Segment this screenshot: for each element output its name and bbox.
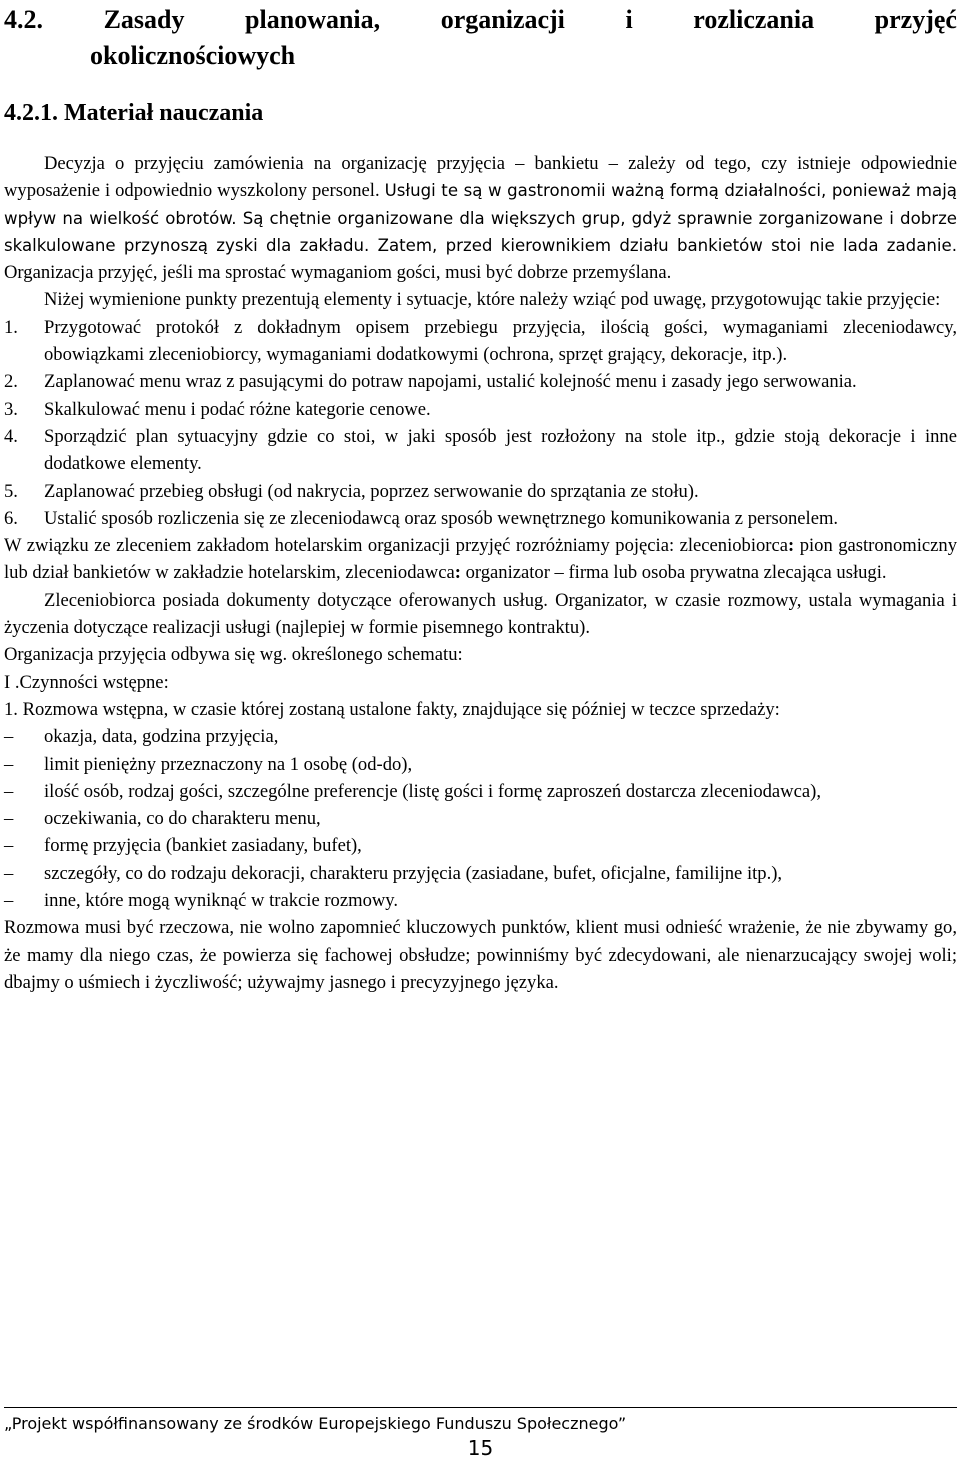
list-text: Przygotować protokół z dokładnym opisem przebiegu przyjęcia, ilością gości, wymaganiami zleceniodawcy, obowiązkami zleceniobiorcy, wymaganiami dodatkowymi (ochrona, sprzęt grający, dekoracje, itp.). (44, 316, 957, 366)
list-number: 2. (4, 371, 18, 393)
paragraph-contractor: Zleceniobiorca posiada dokumenty dotyczące oferowanych usług. Organizator, w czasie rozmowy, ustala wymagania i życzenia dotyczące realizacji usługi (najlepiej w formie pisemnego kontraktu). (4, 589, 957, 639)
list-number: 5. (4, 480, 18, 502)
dash-item-text: inne, które mogą wyniknąć w trakcie rozmowy. (44, 890, 399, 912)
page-number: 15 (467, 1436, 494, 1460)
dash-marker: – (4, 890, 14, 912)
intro-text: Decyzja o przyjęciu zamówienia na organizację przyjęcia – bankietu – zależy od tego, czy istnieje odpowiednie wyposażenie i odpowiednio wyszkolony personel. (4, 153, 957, 202)
list-item (4, 314, 957, 369)
definitions-text: W związku ze zleceniem zakładom hotelarskim organizacji przyjęć rozróżniamy pojęcia: zleceniobiorca (4, 535, 789, 557)
paragraph-preliminary: I .Czynności wstępne: (4, 671, 169, 693)
paragraph-conversation-rules: Rozmowa musi być rzeczowa, nie wolno zapomnieć kluczowych punktów, klient musi odnieść wrażenie, że nie zbywamy go, że mamy dla niego czas, że powierza się fachowej obsłudze; powinniśmy być zdecydowani, ale nienarzucający swojej woli; dbajmy o uśmiech i życzliwość; używajmy jasnego i precyzyjnego języka. (4, 917, 957, 993)
heading-word: planowania, (245, 5, 381, 34)
document-body (4, 150, 957, 996)
definitions-text: pion gastronomiczny lub dział bankietów w zakładzie hotelarskim, zleceniodawca (4, 535, 957, 584)
list-text: Ustalić sposób rozliczenia się ze zleceniodawcą oraz sposób wewnętrznego komunikowania z personelem. (44, 507, 839, 529)
dash-marker: – (4, 780, 14, 802)
intro-end-text: Organizacja przyjęć, jeśli ma sprostać wymaganiom gości, musi być dobrze przemyślana. (4, 262, 672, 284)
numbered-list (4, 314, 957, 532)
heading-word: przyjęć (874, 5, 957, 34)
section-heading-line2: okolicznościowych (90, 41, 296, 70)
list-text: Zaplanować menu wraz z pasującymi do potraw napojami, ustalić kolejność menu i zasady jego serwowania. (44, 371, 857, 393)
list-text: Zaplanować przebieg obsługi (od nakrycia, poprzez serwowanie do sprzątania ze stołu). (44, 480, 699, 502)
dash-list-item (4, 860, 957, 887)
dash-marker: – (4, 835, 14, 857)
list-item (4, 505, 957, 532)
definitions-colon: : (788, 535, 795, 557)
dash-list-item (4, 751, 957, 778)
dash-item-text: okazja, data, godzina przyjęcia, (44, 726, 279, 748)
paragraph-definitions (4, 532, 957, 587)
list-number: 3. (4, 398, 18, 420)
paragraph-points-intro: Niżej wymienione punkty prezentują elementy i sytuacje, które należy wziąć pod uwagę, przygotowując takie przyjęcie: (44, 289, 941, 311)
dash-marker: – (4, 862, 14, 884)
dash-list-item (4, 723, 957, 750)
heading-word: i (625, 5, 633, 34)
list-item (4, 396, 957, 423)
dash-list-item (4, 778, 957, 805)
dash-marker: – (4, 726, 14, 748)
footer-text: „Projekt współfinansowany ze środków Europejskiego Funduszu Społecznego” (4, 1414, 627, 1433)
list-item (4, 478, 957, 505)
section-heading (4, 2, 957, 74)
list-text: Skalkulować menu i podać różne kategorie cenowe. (44, 398, 431, 420)
dash-list-item (4, 887, 957, 914)
heading-word: rozliczania (693, 5, 815, 34)
paragraph-schema: Organizacja przyjęcia odbywa się wg. określonego schematu: (4, 644, 463, 666)
footer-divider (4, 1407, 957, 1408)
list-number: 4. (4, 425, 18, 447)
dash-marker: – (4, 808, 14, 830)
list-item (4, 423, 957, 478)
dash-item-text: ilość osób, rodzaj gości, szczególne preferencje (listę gości i formę zaproszeń dostarcza zleceniodawca), (44, 780, 821, 802)
dash-list (4, 723, 957, 914)
dash-list-item (4, 805, 957, 832)
list-number: 1. (4, 316, 18, 338)
list-text: Sporządzić plan sytuacyjny gdzie co stoi, w jaki sposób jest rozłożony na stole itp., gdzie stoją dekoracje i inne dodatkowe elementy. (44, 425, 957, 475)
list-number: 6. (4, 507, 18, 529)
definitions-colon: : (454, 562, 461, 584)
dash-item-text: szczegóły, co do rodzaju dekoracji, charakteru przyjęcia (zasiadane, bufet, oficjalne, familijne itp.), (44, 862, 783, 884)
heading-word: organizacji (440, 5, 565, 34)
dash-list-item (4, 832, 957, 859)
heading-word: Zasady (103, 5, 185, 34)
dash-item-text: oczekiwania, co do charakteru menu, (44, 808, 321, 830)
dash-item-text: formę przyjęcia (bankiet zasiadany, bufet), (44, 835, 362, 857)
subsection-heading: 4.2.1. Materiał nauczania (4, 100, 264, 126)
list-item (4, 368, 957, 395)
paragraph-intro (4, 150, 957, 286)
intro-sans-text: Usługi te są w gastronomii ważną formą działalności, ponieważ mają wpływ na wielkość obrotów. Są chętnie organizowane dla większych grup, gdyż sprawnie zorganizowane i dobrze skalkulowane przynoszą zyski dla zakładu. Zatem, przed kierownikiem działu bankietów stoi nie lada zadanie. (4, 181, 957, 255)
dash-item-text: limit pieniężny przeznaczony na 1 osobę (od-do), (44, 753, 413, 775)
section-heading-line1 (4, 2, 957, 38)
definitions-text: organizator – firma lub osoba prywatna zlecająca usługi. (460, 562, 887, 584)
section-number: 4.2. (4, 5, 43, 34)
dash-marker: – (4, 753, 14, 775)
paragraph-initial-talk: 1. Rozmowa wstępna, w czasie której zostaną ustalone fakty, znajdujące się później w teczce sprzedaży: (4, 698, 780, 720)
